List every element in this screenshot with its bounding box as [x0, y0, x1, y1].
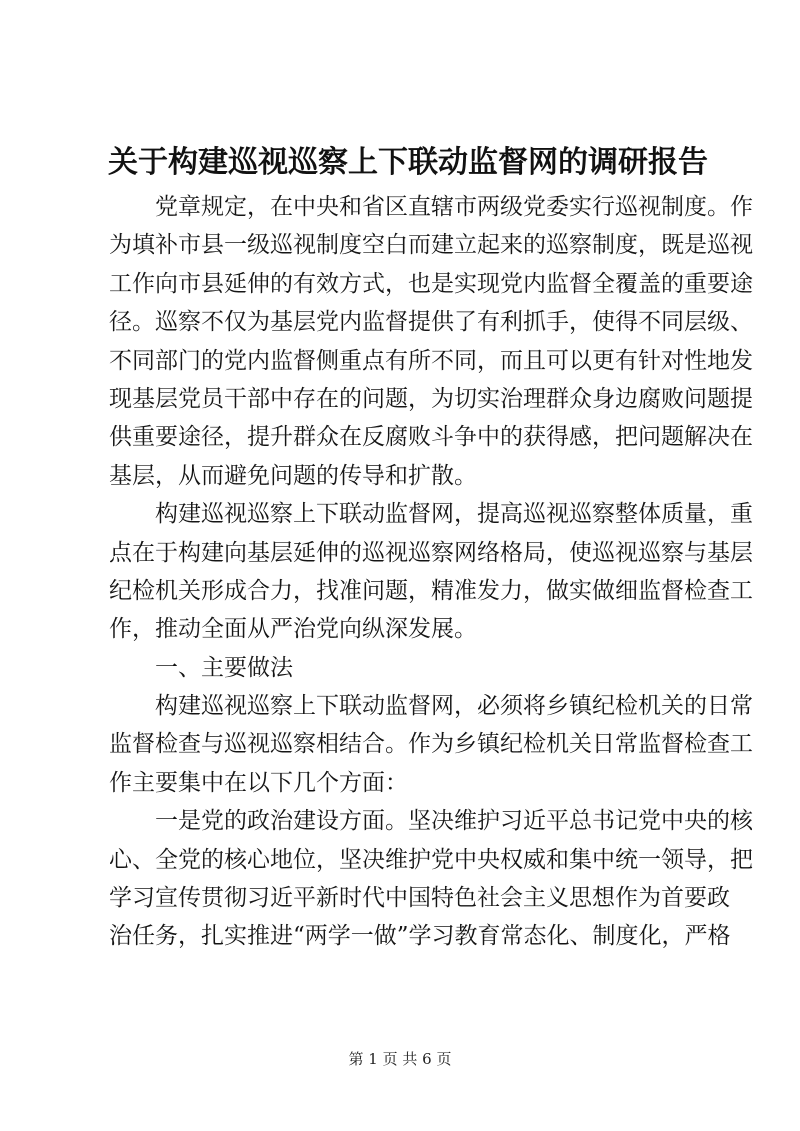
- section-heading: 一、主要做法: [155, 654, 293, 681]
- paragraph-line: 一是党的政治建设方面。坚决维护习近平总书记党中央的核: [155, 808, 753, 835]
- paragraph-line: 构建巡视巡察上下联动监督网，必须将乡镇纪检机关的日常: [155, 693, 753, 720]
- paragraph-line: 为填补市县一级巡视制度空白而建立起来的巡察制度，既是巡视: [109, 232, 753, 259]
- page-title: 关于构建巡视巡察上下联动监督网的调研报告: [108, 145, 708, 180]
- paragraph-line: 心、全党的核心地位，坚决维护党中央权威和集中统一领导，把: [109, 846, 753, 873]
- paragraph-line: 监督检查与巡视巡察相结合。作为乡镇纪检机关日常监督检查工: [109, 731, 753, 758]
- paragraph-line: 点在于构建向基层延伸的巡视巡察网络格局，使巡视巡察与基层: [109, 539, 753, 566]
- paragraph-line: 治任务，扎实推进“两学一做”学习教育常态化、制度化，严格: [109, 923, 731, 950]
- paragraph-line: 基层，从而避免问题的传导和扩散。: [109, 462, 477, 489]
- paragraph-line: 党章规定，在中央和省区直辖市两级党委实行巡视制度。作: [155, 194, 753, 220]
- paragraph-line: 构建巡视巡察上下联动监督网，提高巡视巡察整体质量，重: [155, 501, 753, 528]
- paragraph-line: 不同部门的党内监督侧重点有所不同，而且可以更有针对性地发: [109, 347, 753, 374]
- paragraph-line: 工作向市县延伸的有效方式，也是实现党内监督全覆盖的重要途: [109, 270, 753, 297]
- page-footer: 第 1 页 共 6 页: [348, 1050, 452, 1068]
- paragraph-line: 学习宣传贯彻习近平新时代中国特色社会主义思想作为首要政: [109, 885, 730, 912]
- paragraph-line: 作，推动全面从严治党向纵深发展。: [109, 616, 477, 643]
- paragraph-line: 纪检机关形成合力，找准问题，精准发力，做实做细监督检查工: [109, 577, 753, 604]
- paragraph-line: 现基层党员干部中存在的问题，为切实治理群众身边腐败问题提: [109, 385, 753, 412]
- paragraph-line: 作主要集中在以下几个方面：: [109, 769, 408, 796]
- paragraph-line: 径。巡察不仅为基层党内监督提供了有利抓手，使得不同层级、: [109, 309, 753, 336]
- document-body: [109, 188, 753, 956]
- paragraph-line: 供重要途径，提升群众在反腐败斗争中的获得感，把问题解决在: [109, 424, 753, 451]
